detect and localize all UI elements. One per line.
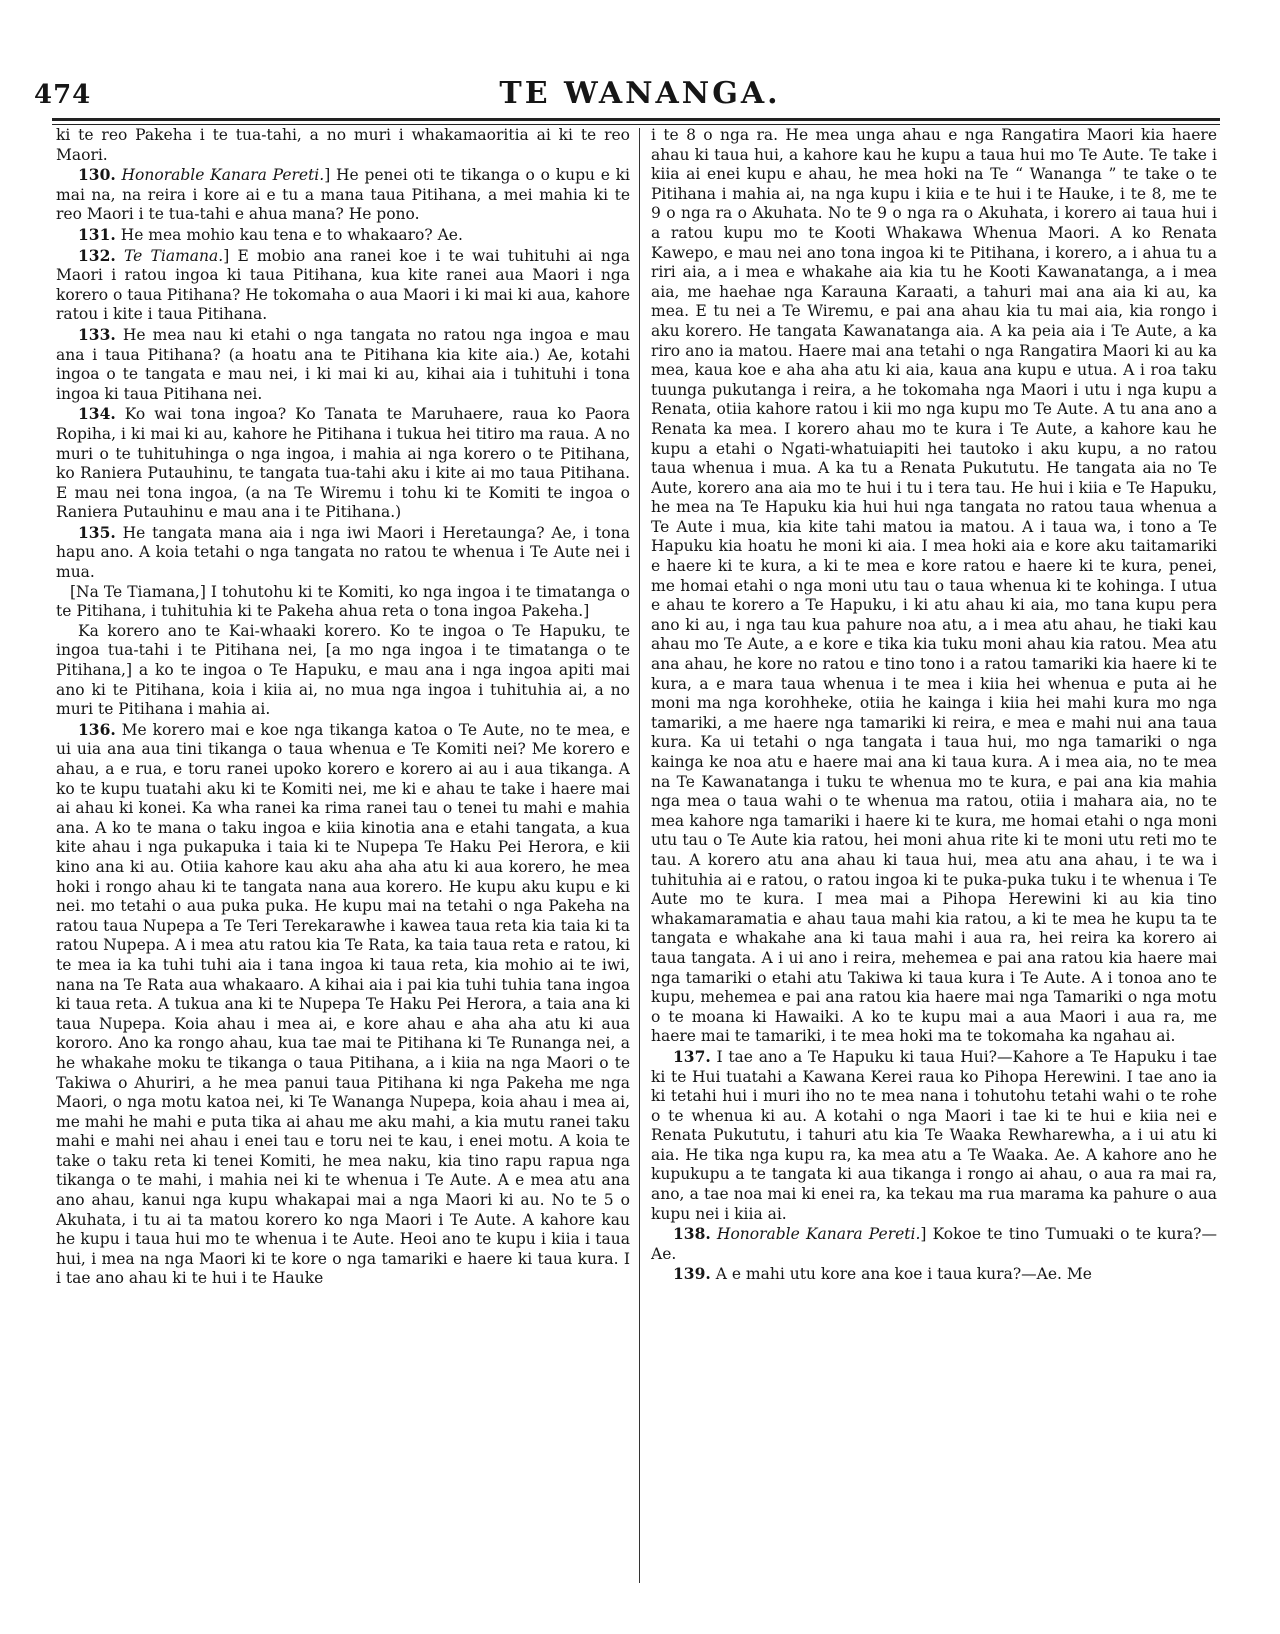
paragraph [56, 622, 630, 720]
paragraph [56, 126, 630, 165]
paragraph-text: ] He penei oti te tikanga o o kupu e ki mai na, na reira i kore ai e tu a mana taua Pitihana, a mei mahia ki te reo Maori i te tua-tahi e ahua mana? He pono. [56, 166, 630, 224]
paragraph-text: ki te reo Pakeha i te tua-tahi, a no muri i whakamaoritia ai ki te reo Maori. [56, 126, 630, 164]
header-rule [52, 118, 1220, 125]
paragraph-text: ] Kokoe te tino Tumuaki o te kura?—Ae. [651, 1225, 1217, 1263]
paragraph-text: [Na Te Tiamana,] I tohutohu ki te Komiti, ko nga ingoa i te timatanga o te Pitihana, i tuhituhia ki te Pakeha ahua reta o tona ingoa Pakeha.] [56, 582, 630, 621]
question-number: 130. [78, 165, 116, 185]
question-number: 138. [673, 1224, 711, 1244]
paragraph [56, 165, 630, 225]
question-number: 132. [78, 245, 116, 265]
question-number: 134. [78, 404, 116, 424]
column-divider [639, 128, 640, 1583]
paragraph-text: A e mahi utu kore ana koe i taua kura?—Ae. Me [710, 1265, 1092, 1284]
speaker-name: Te Tiamana. [124, 246, 224, 265]
speaker-name: Honorable Kanara Pereti. [716, 1225, 921, 1244]
question-number: 136. [78, 719, 116, 739]
page-number: 474 [34, 80, 92, 110]
paragraph-text: He mea mohio kau tena e to whakaaro? Ae. [115, 225, 463, 244]
paragraph-text: i te 8 o nga ra. He mea unga ahau e nga Rangatira Maori kia haere ahau ki taua hui, a kahore kau he kupu a taua hui mo Te Aute. Te take i kiia ai enei kupu e ahau, he mea hoki na Te “ Wananga ” te take o te Pitihana i mahia ai, na nga kupu i kiia e te hui i te Hauke, i te 8, me te 9 o nga ra o Akuhata. No te 9 o nga ra o Akuhata, i korero ai taua hui i a ratou kupu mo te Kooti Whakawa Whenua Maori. A ko Renata Kawepo, e mau nei ano tona ingoa ki te Pitihana, i korero, a i ahua tu a riri aia, a i mea e whakahe aia kia tu he Kooti Kawanatanga, a i mea aia, me haehae nga Karauna Karaati, a tahuri mai ana aia ki au, ka mea. E tu nei a Te Wiremu, e pai ana ahau kia tu mai aia, kia rongo i aku korero. He tangata Kawanatanga aia. A ka peia aia i Te Aute, a ka riro ano ia matou. Haere mai ana tetahi o nga Rangatira Maori ki au ka mea, kaua koe e aha aha atu ki aia, kaua ana kupu e utua. A i roa taku tuunga pukutanga i reira, a he tokomaha nga Maori i utu i nga kupu a Renata, otiia kahore ratou i kii mo nga kupu mo Te Aute. A tu ana ano a Renata ka mea. I korero ahau mo te kura i Te Aute, a kahore kau he kupu a etahi o Ngati-whatuiapiti hei tautoko i aku kupu, a no ratou taua whenua i mua. A ka tu a Renata Pukututu. He tangata aia no Te Aute, korero ana aia mo te hui i tu i tera tau. He hui i kiia e Te Hapuku, he mea na Te Hapuku kia hui hui nga tangata no ratou taua whenua a Te Aute i mua, kia kite tahi matou ia matou. A i taua wa, i tono a Te Hapuku kia hoatu he moni ki aia. I mea hoki aia e kore aku taitamariki e haere ki te kura, a ki te mea e kore ratou e haere ki te kura, penei, me homai etahi o nga moni utu tau o taua whenua ki te kohinga. I utua e ahau te korero a Te Hapuku, i ki atu ahau ki aia, mo tana kupu pera ano ki au, i nga tau kua pahure noa atu, a i mea atu ahau, he tiaki kau ahau mo Te Aute, a e kore e tika kia tuku moni ahau kia ratou. Mea atu ana ahau, he kore no ratou e tino tono i a ratou tamariki kia haere ki te kura, a e mara taua whenua i te mea i kiia hei whenua e puta ai he moni ma nga korohheke, otiia he kainga i kiia hei mahi kura mo nga tamariki, a me haere nga tamariki ki reira, e mea e mahi nui ana taua kura. Ka ui tetahi o nga tangata i taua hui, mo nga tamariki o nga kainga ke noa atu e haere mai ana ki taua kura. A i mea aia, no te mea na Te Kawanatanga i tuku te whenua mo te kura, e pai ana kia mahia nga mea o taua wahi o te whenua ma ratou, otiia i mahara aia, no te mea kahore nga tamariki i haere ki te kura, me homai etahi o nga moni utu tau o Te Aute kia ratou, hei moni ahua rite ki te moni utu reti mo te tau. A korero atu ana ahau ki taua hui, mea atu ana ahau, i te wa i tuhituhia ai e ratou, o ratou ingoa ki te puka-puka tuku i te whenua i Te Aute mo te kura. I mea mai a Pihopa Herewini ki au kia tino whakamaramatia e ahau taua mahi kia ratou, a ki te mea he kupu ta te tangata e whakahe ana ki taua mahi i aua ra, hei reira ka korero ai taua tangata. A i ui ano i reira, mehemea e pai ana ratou kia haere mai nga tamariki o etahi atu Takiwa ki taua kura i Te Aute. A i tonoa ano te kupu, mehemea e pai ana ratou kia haere mai nga Tamariki o nga motu o te moana ki Hawaiki. A ko te kupu mai a aua Maori i aua ra, me haere mai te tamariki, i te mea hoki ma te tokomaha ka ngahau ai. [651, 126, 1217, 1046]
paragraph [651, 1047, 1217, 1224]
paragraph [56, 325, 630, 404]
paragraph [56, 225, 630, 246]
paragraph [56, 404, 630, 523]
right-column [651, 126, 1217, 1586]
paragraph-text: ] E mobio ana ranei koe i te wai tuhituhi ai nga Maori i ratou ingoa ki taua Pitihana, kua kite ranei aua Maori i nga korero o taua Pitihana? He tokomaha o aua Maori i ki mai ki aua, kahore ratou i kite i taua Pitihana. [56, 246, 630, 324]
running-head: TE WANANGA. [499, 76, 781, 111]
paragraph-text: Me korero mai e koe nga tikanga katoa o Te Aute, no te mea, e ui uia ana aua tini tikanga o taua whenua e Te Komiti nei? Me korero e ahau, a e rua, e toru ranei upoko korero e korero ai au i aua tikanga. A ko te kupu tuatahi aku ki te Komiti nei, me ki e ahau te take i haere mai ai ahau ki konei. Ka wha ranei ka rima ranei tau o tenei tu mahi e mahia ana. A ko te mana o taku ingoa e kiia kinotia ana e etahi tangata, a kua kite ahau i nga pukapuka i taia ki te Nupepa Te Haku Pei Herora, e kii kino ana ki au. Otiia kahore kau aku aha aha atu ki aua korero, he mea hoki i rongo ahau ki te tangata nana aua korero. He kupu aku kupu e ki nei. mo tetahi o aua puka puka. He kupu mai na tetahi o nga Pakeha na ratou taua Nupepa a Te Teri Terekarawhe i kawea taua reta kia taia ki ta ratou Nupepa. A i mea atu ratou kia Te Rata, ka taia taua reta e ratou, ki te mea ia ka tuhi tuhi aia i tana ingoa ki taua reta, kia mohio ai te iwi, nana na Te Rata aua whakaaro. A kihai aia i pai kia tuhi tuhia tana ingoa ki taua reta. A tukua ana ki te Nupepa Te Haku Pei Herora, a taia ana ki taua Nupepa. Koia ahau i mea ai, e kore ahau e aha aha atu ki aua kororo. Ano ka rongo ahau, kua tae mai te Pitihana ki Te Runanga nei, a he whakahe moku te tikanga o taua Pitihana, a i kiia na nga Maori o te Takiwa o Ahuriri, a he mea panui taua Pitihana ki nga Pakeha me nga Maori, o nga motu katoa nei, ki Te Wananga Nupepa, koia ahau i mea ai, me mahi he mahi e puta tika ai ahau me aku mahi, a kia mutu ranei taku mahi e mahi nei ahau i enei tau e toru nei te kau, i enei motu. A koia te take o taku reta ki tenei Komiti, he mea naku, kia tino rapu rapua nga tikanga o te mahi, i mahia nei ki te whenua i Te Aute. A e mea atu ana ano ahau, kanui nga kupu whakapai mai a nga Maori ki au. No te 5 o Akuhata, i tu ai ta matou korero ko nga Maori i Te Aute. A kahore kau he kupu i taua hui mo te whenua i te Aute. Heoi ano te kupu i kiia i taua hui, i mea na nga Maori ki te kore o nga tamariki e haere ki taua kura. I i tae ano ahau ki te hui i te Hauke [56, 720, 630, 1288]
left-column [56, 126, 630, 1586]
paragraph [651, 1224, 1217, 1264]
paragraph [56, 523, 630, 583]
question-number: 133. [78, 324, 116, 344]
speaker-name: Honorable Kanara Pereti. [121, 166, 325, 185]
paragraph-text: Ko wai tona ingoa? Ko Tanata te Maruhaere, raua ko Paora Ropiha, i ki mai ki au, kahore he Pitihana i tukua hei titiro ma raua. A no muri o te tuhituhinga o nga ingoa, i mahia ai nga korero o te Pitihana, ko Raniera Putauhinu, te tangata tua-tahi aku i kite ai mo taua Pitihana. E mau nei tona ingoa, (a na Te Wiremu i tohu ki te Komiti te ingoa o Raniera Putauhinu e mau ana i te Pitihana.) [56, 405, 630, 522]
paragraph [651, 1264, 1217, 1285]
paragraph [56, 583, 630, 622]
paragraph [56, 720, 630, 1289]
question-number: 137. [673, 1046, 711, 1066]
paragraph-text: I tae ano a Te Hapuku ki taua Hui?—Kahore a Te Hapuku i tae ki te Hui tuatahi a Kawana Kerei raua ko Pihopa Herewini. I tae ano ia ki tetahi hui i muri iho no te mea nana i tohutohu tetahi wahi o te rohe o te whenua ki au. A kotahi o nga Maori i tae ki te hui e kiia nei e Renata Pukututu, i tahuri atu kia Te Waaka Rewharewha, a i ui atu ki aia. He tika nga kupu ra, ka mea atu a Te Waaka. Ae. A kahore ano he kupukupu a te tangata ki aua tikanga i rongo ai ahau, o aua ra mai ra, ano, a tae noa mai ki enei ra, ka tekau ma rua marama ka pahure o aua kupu nei i kiia ai. [651, 1047, 1217, 1223]
question-number: 135. [78, 522, 116, 542]
question-number: 131. [78, 224, 116, 244]
paragraph-text: He mea nau ki etahi o nga tangata no ratou nga ingoa e mau ana i taua Pitihana? (a hoatu ana te Pitihana kia kite aia.) Ae, kotahi ingoa o te tangata e mau nei, i ki mai ki au, kihai aia i tuhituhi i tona ingoa ki taua Pitihana nei. [56, 325, 630, 403]
paragraph [56, 246, 630, 325]
paragraph [651, 126, 1217, 1047]
paragraph-text: Ka korero ano te Kai-whaaki korero. Ko te ingoa o Te Hapuku, te ingoa tua-tahi i te Pitihana nei, [a mo nga ingoa i te timatanga o te Pitihana,] a ko te ingoa o Te Hapuku, e mau ana i nga ingoa apiti mai ano ki te Pitihana, koia i kiia ai, no mua nga ingoa i tuhituhia ai, a no muri te Pitihana i mahia ai. [56, 621, 630, 719]
paragraph-text: He tangata mana aia i nga iwi Maori i Heretaunga? Ae, i tona hapu ano. A koia tetahi o nga tangata no ratou te whenua i Te Aute nei i mua. [56, 523, 630, 582]
question-number: 139. [673, 1264, 711, 1284]
